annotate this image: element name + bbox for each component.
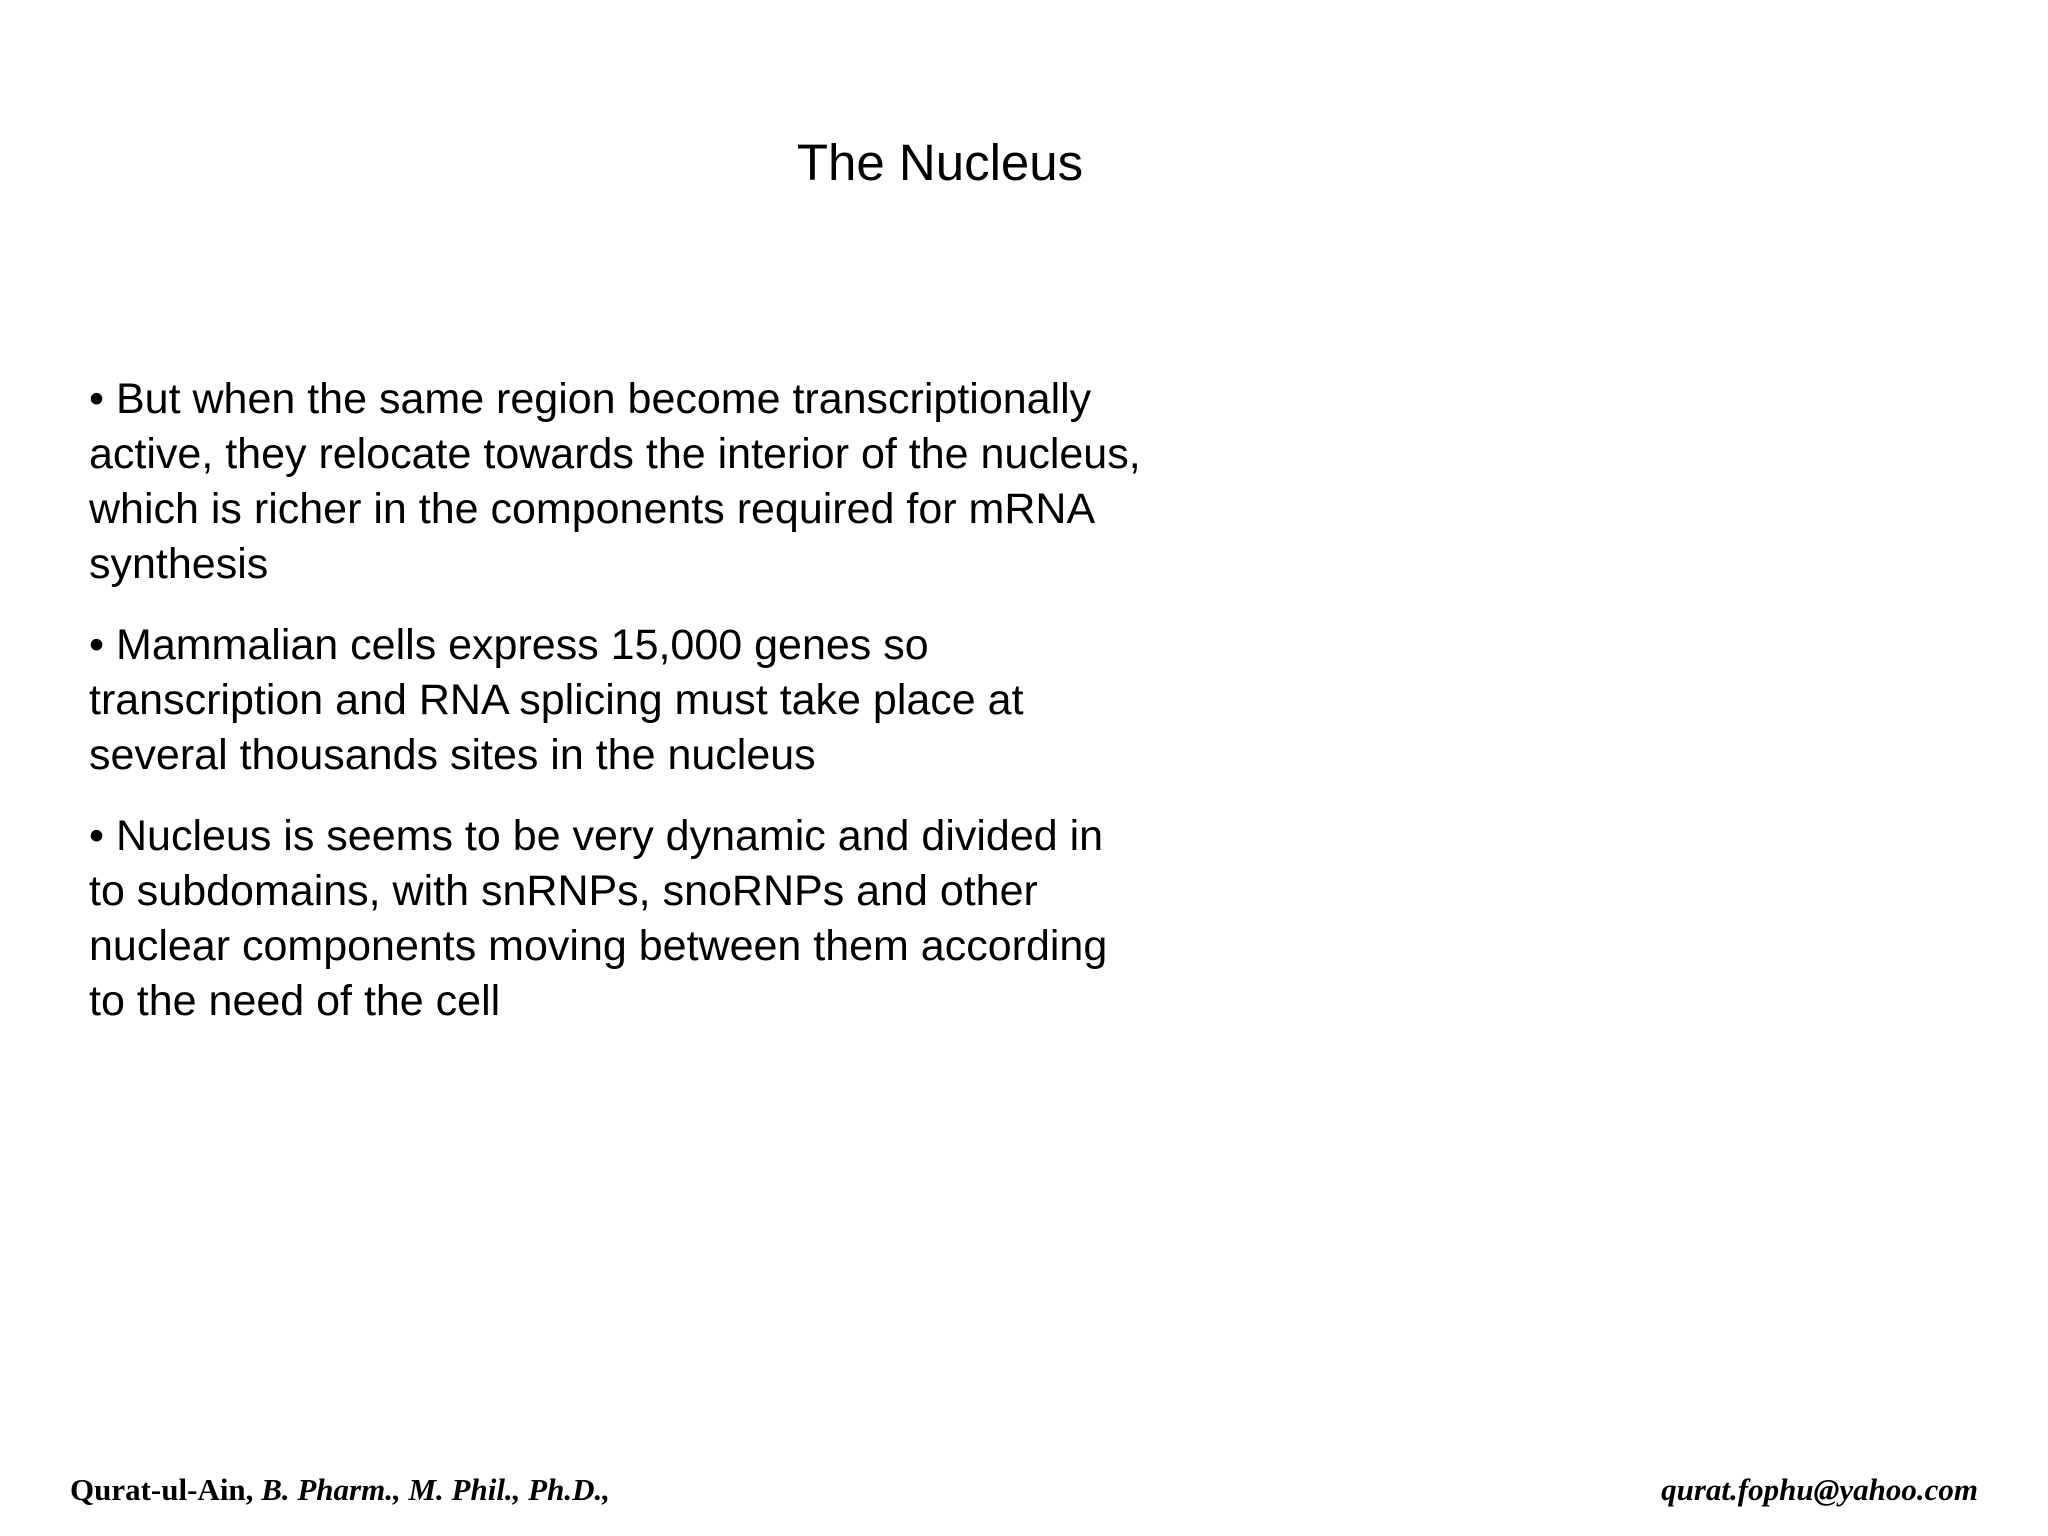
bullet-item: • Nucleus is seems to be very dynamic and divided in to subdomains, with snRNPs, snoRNPs and other nuclear components moving between them according to the need of the cell xyxy=(89,812,1108,1025)
bullet-list xyxy=(89,372,1149,1055)
footer-author-degrees: B. Pharm., M. Phil., Ph.D., xyxy=(253,1472,610,1507)
footer-author-credit xyxy=(70,1470,610,1510)
footer-email: qurat.fophu@yahoo.com xyxy=(1661,1472,1978,1507)
slide-title: The Nucleus xyxy=(796,134,1084,191)
bullet-item: • But when the same region become transcriptionally active, they relocate towards the interior of the nucleus, which is richer in the components required for mRNA synthesis xyxy=(89,375,1141,588)
bullet-item: • Mammalian cells express 15,000 genes so transcription and RNA splicing must take place at several thousands sites in the nucleus xyxy=(89,621,1024,779)
footer-author-name: Qurat-ul-Ain, xyxy=(70,1472,254,1507)
